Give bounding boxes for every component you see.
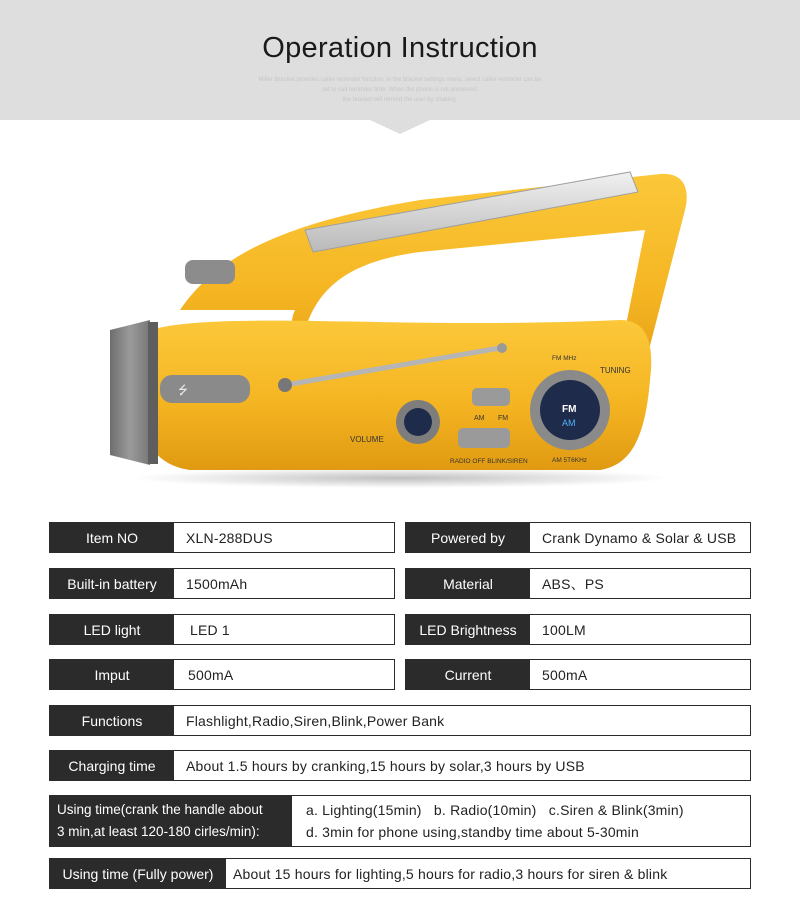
- functions-label: Functions: [50, 706, 174, 735]
- current-label: Current: [406, 660, 530, 689]
- powered-by-value: Crank Dynamo & Solar & USB: [542, 529, 737, 546]
- faint-caption-line-3: the bracket will remind the user by shaking.: [342, 97, 458, 103]
- header-pointer: [370, 120, 430, 134]
- band-fm-label: FM: [498, 415, 509, 422]
- spec-row-using-time-crank: [49, 795, 751, 847]
- dial-am: AM: [562, 418, 576, 428]
- usb-icon: ⭍: [178, 383, 188, 397]
- using-time-full-label: Using time (Fully power): [50, 859, 226, 888]
- item-no-value: XLN-288DUS: [186, 529, 273, 546]
- band-am-label: AM: [474, 415, 485, 422]
- using-time-crank-value-line-1: a. Lighting(15min) b. Radio(10min) c.Siren & Blink(3min): [306, 802, 684, 818]
- spec-row-imput: [49, 659, 395, 690]
- imput-value: 500mA: [188, 666, 234, 683]
- using-time-crank-label-line-2: 3 min,at least 120-180 cirles/min):: [57, 824, 260, 839]
- page-title: Operation Instruction: [262, 32, 538, 64]
- fm-mhz-label: FM MHz: [552, 355, 577, 362]
- material-label: Material: [406, 569, 530, 598]
- charging-time-value: About 1.5 hours by cranking,15 hours by solar,3 hours by USB: [186, 757, 585, 774]
- spec-row-item-no: [49, 522, 395, 553]
- dial-fm: FM: [562, 404, 577, 415]
- powered-by-label: Powered by: [406, 523, 530, 552]
- led-brightness-value: 100LM: [542, 621, 586, 638]
- tuning-label: TUNING: [600, 366, 631, 375]
- led-brightness-label: LED Brightness: [406, 615, 530, 644]
- battery-value: 1500mAh: [186, 575, 248, 592]
- band-switch: [472, 388, 510, 406]
- faint-caption-line-2: set to call reminder time. When the phone is not answered,: [321, 87, 479, 93]
- using-time-full-value: About 15 hours for lighting,5 hours for radio,3 hours for siren & blink: [233, 865, 668, 882]
- battery-label: Built-in battery: [50, 569, 174, 598]
- crank-knob: [185, 260, 235, 284]
- spec-row-using-time-full: [49, 858, 751, 889]
- antenna-base: [278, 378, 292, 392]
- spec-row-powered-by: [405, 522, 751, 553]
- faint-caption-line-1: Miller Bracket provides caller reminder function, in the bracket settings menu, select caller reminder can be: [258, 77, 542, 83]
- spec-row-led-light: [49, 614, 395, 645]
- spec-row-current: [405, 659, 751, 690]
- antenna-tip: [497, 343, 507, 353]
- led-light-label: LED light: [50, 615, 174, 644]
- spec-row-functions: [49, 705, 751, 736]
- led-light-value: LED 1: [190, 621, 230, 638]
- charging-time-label: Charging time: [50, 751, 174, 780]
- spec-row-led-brightness: [405, 614, 751, 645]
- usb-port: [160, 375, 250, 403]
- using-time-crank-value-line-2: d. 3min for phone using,standby time about 5-30min: [306, 824, 639, 840]
- item-no-label: Item NO: [50, 523, 174, 552]
- am-khz-label: AM 5T6KHz: [552, 457, 588, 464]
- mode-switch: [458, 428, 510, 448]
- using-time-crank-label: [50, 796, 292, 846]
- material-value: ABS、PS: [542, 575, 604, 592]
- spec-row-material: [405, 568, 751, 599]
- spec-row-battery: [49, 568, 395, 599]
- imput-label: Imput: [50, 660, 174, 689]
- using-time-crank-value: [292, 796, 684, 846]
- floor-shadow: [130, 468, 670, 488]
- flashlight-head: [110, 320, 150, 465]
- flashlight-ring: [148, 322, 158, 464]
- using-time-crank-label-line-1: Using time(crank the handle about: [57, 802, 263, 817]
- volume-label: VOLUME: [350, 435, 384, 444]
- spec-row-charging-time: [49, 750, 751, 781]
- product-image: [100, 160, 700, 490]
- functions-value: Flashlight,Radio,Siren,Blink,Power Bank: [186, 712, 445, 729]
- current-value: 500mA: [542, 666, 588, 683]
- mode-labels: RADIO OFF BLINK/SIREN: [450, 458, 528, 465]
